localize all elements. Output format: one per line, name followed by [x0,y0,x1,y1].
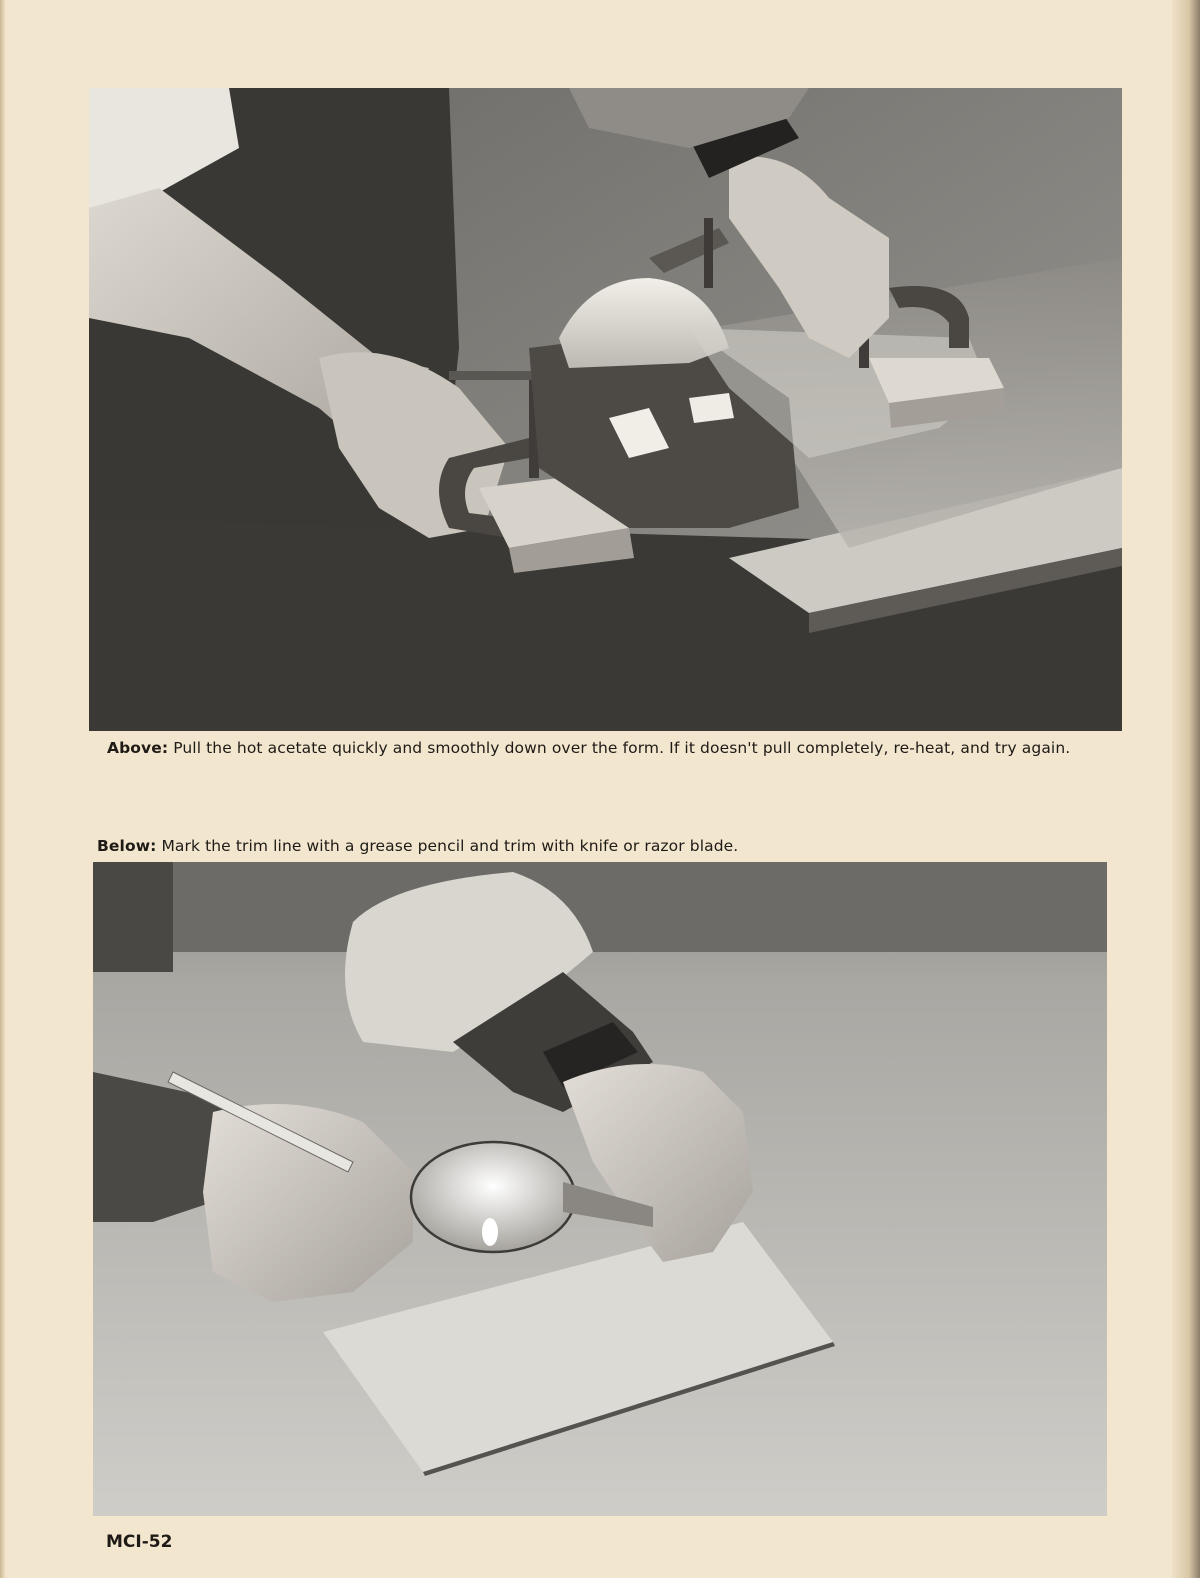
caption-below-prefix: Below: [97,837,157,855]
page-edge-right [1172,0,1200,1578]
caption-below-text: Mark the trim line with a grease pencil and trim with knife or razor blade. [161,837,739,855]
page-number: MCI-52 [106,1532,173,1552]
caption-above [107,739,1070,757]
caption-below [97,837,738,855]
photo-trim-marking-image [93,862,1107,1516]
photo-trim-marking [93,862,1107,1516]
photo-acetate-forming-image [89,88,1122,731]
photo-acetate-forming [89,88,1122,731]
caption-above-text: Pull the hot acetate quickly and smoothly down over the form. If it doesn't pull completely, re-heat, and try again. [173,739,1071,757]
caption-above-prefix: Above: [107,739,169,757]
page-edge-left [0,0,6,1578]
